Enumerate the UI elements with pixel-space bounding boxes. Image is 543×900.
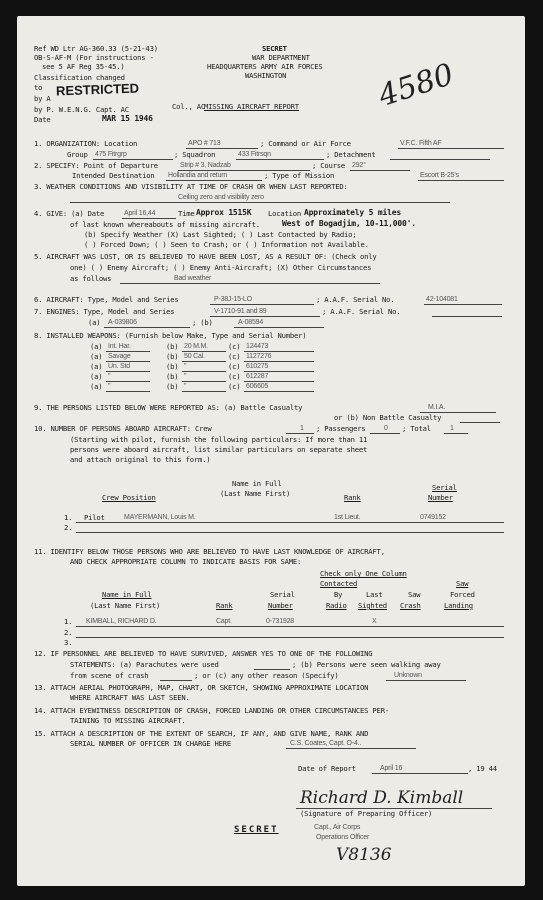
item14-line2: TAINING TO MISSING AIRCRAFT. (70, 716, 186, 725)
item15-officer: C.S. Coates, Capt. O-4.. (290, 740, 362, 747)
item10-instructions-2: persons were aboard aircraft, list similar particulars on separate sheet (70, 445, 368, 454)
item3-weather: Ceiling zero and visibility zero (178, 194, 264, 201)
item11-row3-num: 3. (64, 638, 73, 647)
item1-squadron: 433 Fitrsqn (238, 151, 271, 158)
item4-location2: West of Bogadjim, 10-11,000'. (282, 219, 416, 228)
item11-label: 11. IDENTIFY BELOW THOSE PERSONS WHO ARE BELIEVED TO HAVE LAST KNOWLEDGE OF AIRCRAFT, (34, 547, 385, 556)
item11-row1-serial: 0-731928 (266, 618, 294, 625)
item4-forced-down: ( ) Forced Down; ( ) Seen to Crash; or ( ) Information not Available. (84, 240, 369, 249)
item2-mission: Escort B-25's (420, 172, 459, 179)
item11-header-name2: (Last Name First) (90, 601, 161, 610)
item10-passengers-label: ; Passengers (316, 424, 366, 433)
hq-line: HEADQUARTERS ARMY AIR FORCES (207, 62, 323, 71)
crew-header-position: Crew Position (102, 493, 156, 502)
item1-group: 475 Fitrgrp (95, 151, 127, 158)
officer-signature: Richard D. Kimball (300, 788, 464, 808)
item11-header-name: Name in Full (102, 590, 152, 599)
item1-squadron-label: ; Squadron (174, 150, 216, 159)
item1-location: APO # 713 (188, 140, 221, 147)
item7-a-label: (a) (88, 318, 101, 327)
item10-total-label: ; Total (402, 424, 431, 433)
item4-location-label: Location (268, 209, 302, 218)
item15-line2: SERIAL NUMBER OF OFFICER IN CHARGE HERE (70, 739, 231, 748)
crew-header-name2: (Last Name First) (220, 489, 291, 498)
item4-label: 4. GIVE: (a) Date (34, 209, 105, 218)
item2-label: 2. SPECIFY: Point of Departure (34, 161, 158, 170)
item1-command-label: ; Command or Air Force (260, 139, 351, 148)
weapon-b-label: (b) (166, 382, 179, 391)
item7-engine-type: V-1710-91 and 89 (214, 308, 267, 315)
item12-statements: STATEMENTS: (a) Parachutes were used (70, 660, 219, 669)
item11-saw2: Saw (456, 579, 469, 588)
weapon-a-label: (a) (90, 372, 103, 381)
item7-b-label: ; (b) (192, 318, 213, 327)
item7-label: 7. ENGINES: Type, Model and Series (34, 307, 175, 316)
weapon-c-label: (c) (228, 382, 241, 391)
washington: WASHINGTON (245, 71, 287, 80)
classification-changed: Classification changed (34, 73, 125, 82)
date-year: , 19 44 (468, 764, 497, 773)
item3-label: 3. WEATHER CONDITIONS AND VISIBILITY AT TIME OF CRASH OR WHEN LAST REPORTED: (34, 182, 348, 191)
item2-destination-label: Intended Destination (72, 171, 155, 180)
date-of-report-label: Date of Report (298, 764, 356, 773)
item11-header-number: Number (268, 601, 293, 610)
item2-mission-label: ; Type of Mission (264, 171, 335, 180)
by-authority: by A (34, 94, 51, 103)
item6-label: 6. AIRCRAFT: Type, Model and Series (34, 295, 179, 304)
item1-detachment-label: ; Detachment (326, 150, 376, 159)
item11-header-landing: Landing (444, 601, 473, 610)
weapon-c-label: (c) (228, 352, 241, 361)
item11-header-sighted: Sighted (358, 601, 387, 610)
weapon-a-label: (a) (90, 382, 103, 391)
item10-instructions-3: and attach original to this form.) (70, 455, 211, 464)
item1-command: V.F.C. Fifth AF (400, 140, 442, 147)
item12-other-fill: Unknown (394, 672, 422, 679)
item12-other: ; or (c) any other reason (Specify) (194, 671, 339, 680)
weapon-c-value: 1127276 (246, 353, 272, 360)
item8-label: 8. INSTALLED WEAPONS: (Furnish below Make, Type and Serial Number) (34, 331, 307, 340)
item11-header-rank: Rank (216, 601, 233, 610)
weapon-a-value: " (108, 373, 111, 380)
report-title: MISSING AIRCRAFT REPORT (204, 102, 299, 111)
weapon-a-value: " (108, 383, 111, 390)
item7-a-serial: A-039806 (108, 319, 137, 326)
item7-serial-label: ; A.A.F. Serial No. (322, 307, 401, 316)
secret-footer: SECRET (234, 825, 279, 835)
war-department: WAR DEPARTMENT (252, 53, 310, 62)
weapon-c-value: 612287 (246, 373, 269, 380)
handwritten-number: 4580 (374, 57, 458, 114)
item13-line2: WHERE AIRCRAFT WAS LAST SEEN. (70, 693, 190, 702)
crew-header-number: Number (428, 493, 453, 502)
item4-date: April 16,44 (124, 210, 156, 217)
item4-location: Approximately 5 miles (304, 208, 401, 217)
item10-passengers: 0 (384, 425, 388, 432)
item11-header-radio: Radio (326, 601, 347, 610)
weapon-c-value: 610275 (246, 363, 269, 370)
crew-row1-num: 1. (64, 513, 73, 522)
item9-casualty: M.I.A. (428, 404, 446, 411)
weapon-b-value: 20 M.M. (184, 343, 208, 350)
item11-contacted: Contacted (320, 579, 358, 588)
item1-group-label: Group (67, 150, 88, 159)
weapon-c-value: 124473 (246, 343, 269, 350)
item12-scene: from scene of crash (70, 671, 149, 680)
crew-header-name: Name in Full (232, 479, 282, 488)
item14-label: 14. ATTACH EYEWITNESS DESCRIPTION OF CRASH, FORCED LANDING OR OTHER CIRCUMSTANCES PER- (34, 706, 389, 715)
weapon-b-value: 50 Cal. (184, 353, 205, 360)
date-stamp: MAR 15 1946 (102, 114, 153, 123)
item11-header-saw: Saw (408, 590, 421, 599)
weapon-c-label: (c) (228, 362, 241, 371)
ob-line: OB-S-AF-M (For instructions - (34, 53, 154, 62)
weapon-c-label: (c) (228, 342, 241, 351)
ref-line: Ref WD Ltr AG-360.33 (5-21-43) (34, 44, 158, 53)
signature-title-2: Operations Officer (316, 834, 370, 841)
item5-label: 5. AIRCRAFT WAS LOST, OR IS BELIEVED TO HAVE BEEN LOST, AS A RESULT OF: (Check only (34, 252, 377, 261)
item10-crew: 1 (300, 425, 304, 432)
crew-header-rank: Rank (344, 493, 361, 502)
item11-row1-mark: X (372, 618, 377, 625)
weapon-b-value: " (184, 383, 187, 390)
item11-row1-name: KIMBALL, RICHARD D. (86, 618, 157, 625)
item10-label: 10. NUMBER OF PERSONS ABOARD AIRCRAFT: Crew (34, 424, 212, 433)
weapon-b-value: " (184, 373, 187, 380)
signature-caption: (Signature of Preparing Officer) (300, 809, 433, 818)
item11-row1-rank: Capt. (216, 618, 232, 625)
weapon-a-label: (a) (90, 362, 103, 371)
item1-label: 1. ORGANIZATION: Location (34, 139, 138, 148)
item11-header-last: Last (366, 590, 383, 599)
item10-instructions-1: (Starting with pilot, furnish the following particulars: If more than 11 (70, 435, 368, 444)
item11-header-crash: Crash (400, 601, 421, 610)
item5-options: one) ( ) Enemy Aircraft; ( ) Enemy Anti-Aircraft; (X) Other Circumstances (70, 263, 372, 272)
weapon-c-value: 606605 (246, 383, 269, 390)
weapon-b-label: (b) (166, 362, 179, 371)
weapon-a-value: Savage (108, 353, 131, 360)
item4-time-label: Time (178, 209, 195, 218)
item11-header-forced: Forced (450, 590, 475, 599)
crew-row2-num: 2. (64, 523, 73, 532)
crew-header-serial: Serial (432, 483, 457, 492)
item11-header-serial: Serial (270, 590, 295, 599)
item4-whereabouts: of last known whereabouts of missing aircraft. (70, 220, 260, 229)
to-label: to (34, 83, 43, 92)
weapon-c-label: (c) (228, 372, 241, 381)
crew-row1-position: Pilot (84, 513, 105, 522)
item4-specify-weather: (b) Specify Weather (X) Last Sighted; ( ) Last Contacted by Radio; (84, 230, 357, 239)
item2-destination: Hollandia and return (168, 172, 228, 179)
item11-instruction: AND CHECK APPROPRIATE COLUMN TO INDICATE BASIS FOR SAME: (70, 557, 302, 566)
item6-aircraft-type: P-38J-15-LO (214, 296, 252, 303)
weapon-a-label: (a) (90, 342, 103, 351)
by-officer: by P. W.E.N.G. Capt. AC (34, 105, 129, 114)
item12-label: 12. IF PERSONNEL ARE BELIEVED TO HAVE SURVIVED, ANSWER YES TO ONE OF THE FOLLOWING (34, 649, 373, 658)
item6-serial: 42-104081 (426, 296, 458, 303)
item7-b-serial: A-08594 (238, 319, 264, 326)
item11-row2-num: 2. (64, 628, 73, 637)
item6-serial-label: ; A.A.F. Serial No. (316, 295, 395, 304)
item11-row1-num: 1. (64, 617, 73, 626)
weapon-b-value: " (184, 363, 187, 370)
see-line: see 5 AF Reg 35-45.) (42, 62, 125, 71)
date-label: Date (34, 115, 51, 124)
item2-course: 292° (352, 162, 366, 169)
item9-label: 9. THE PERSONS LISTED BELOW WERE REPORTED AS: (a) Battle Casualty (34, 403, 303, 412)
signature-title-1: Capt., Air Corps (314, 824, 361, 831)
item12-walking: ; (b) Persons were seen walking away (292, 660, 441, 669)
item2-course-label: ; Course (312, 161, 346, 170)
crew-row1-rank: 1st Lieut. (334, 514, 361, 521)
item5-follows: as follows (70, 274, 112, 283)
item2-departure: Strip # 3, Nadzab (180, 162, 231, 169)
item5-circumstance: Bad weather (174, 275, 212, 282)
item15-label: 15. ATTACH A DESCRIPTION OF THE EXTENT OF SEARCH, IF ANY, AND GIVE NAME, RANK AND (34, 729, 369, 738)
weapon-a-label: (a) (90, 352, 103, 361)
weapon-b-label: (b) (166, 342, 179, 351)
title-prefix: Col., AC (172, 102, 206, 111)
restricted-stamp: RESTRICTED (55, 80, 140, 99)
crew-row1-name: MAYERMANN, Louis M. (124, 514, 196, 521)
item4-time: Approx 1515K (196, 208, 252, 217)
item13-label: 13. ATTACH AERIAL PHOTOGRAPH, MAP, CHART, OR SKETCH, SHOWING APPROXIMATE LOCATION (34, 683, 369, 692)
handwritten-footer: V8136 (336, 845, 392, 865)
date-of-report: April 16 (380, 765, 403, 772)
item11-check-one: Check only One Column (320, 569, 407, 578)
weapon-a-value: Int. Har. (108, 343, 131, 350)
weapon-b-label: (b) (166, 352, 179, 361)
crew-row1-serial: 0749152 (420, 514, 446, 521)
item10-total: 1 (450, 425, 454, 432)
weapon-b-label: (b) (166, 372, 179, 381)
item9-non-battle: or (b) Non Battle Casualty (334, 413, 442, 422)
secret-stamp: SECRET (262, 44, 287, 53)
weapon-a-value: Un. Std (108, 363, 130, 370)
item11-header-by: By (334, 590, 343, 599)
